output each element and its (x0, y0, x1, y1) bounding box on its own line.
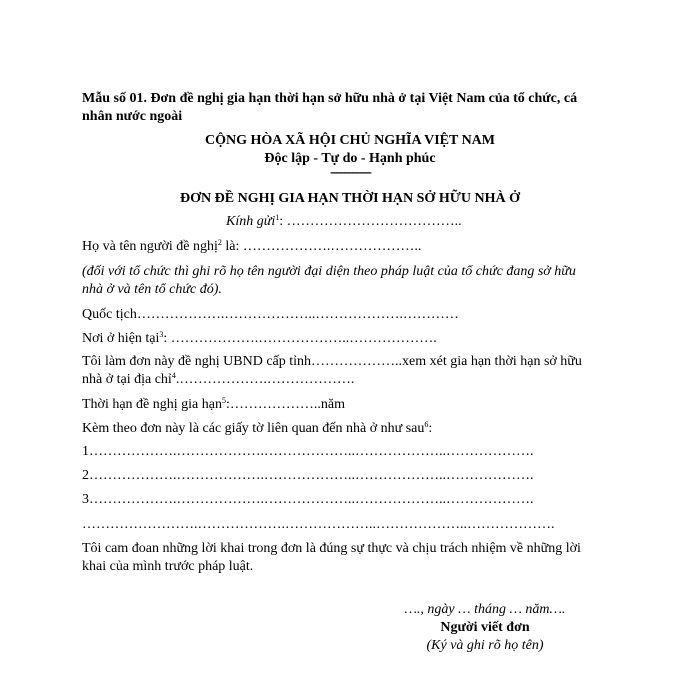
document-title: ĐƠN ĐỀ NGHỊ GIA HẠN THỜI HẠN SỞ HỮU NHÀ Ở (180, 191, 520, 206)
residence-blank: : ……………….………………..………………. (163, 331, 437, 346)
attachment-item-extra: …………………….……………….………………..………………..………………. (82, 517, 555, 532)
applicant-note-line-2: nhà ở và tên tổ chức đó). (82, 282, 222, 297)
form-code-line-2: nhân nước ngoài (82, 109, 183, 124)
signature-date-line: …., ngày … tháng … năm…. (404, 602, 566, 617)
request-line-1: Tôi làm đơn này đề nghị UBND cấp tỉnh………………..xem xét gia hạn thời hạn sở hữu (82, 354, 582, 369)
attachment-item-3: 3……………….……………….………………..………………..………………. (82, 492, 534, 507)
attachment-item-1: 1……………….……………….………………..………………..………………. (82, 444, 534, 459)
address-blank: .……………….………………. (175, 372, 355, 387)
recipient-label: Kính gửi (226, 214, 276, 229)
footnote-ref-4: 4 (171, 371, 176, 380)
signer-title: Người viết đơn (440, 620, 530, 635)
address-label: nhà ở tại địa chỉ (82, 372, 172, 387)
footnote-ref-6: 6 (424, 420, 429, 429)
residence-label: Nơi ở hiện tại (82, 331, 160, 346)
footnote-ref-2: 2 (217, 238, 222, 247)
national-motto: Độc lập - Tự do - Hạnh phúc (264, 151, 436, 166)
commitment-line-1: Tôi cam đoan những lời khai trong đơn là đúng sự thực và chịu trách nhiệm về những lời (82, 541, 581, 556)
applicant-name-label: Họ và tên người đề nghị (82, 239, 218, 254)
attachments-colon: : (428, 421, 433, 436)
footnote-ref-3: 3 (159, 330, 164, 339)
header-rule: --------------- (330, 165, 370, 180)
signature-instruction: (Ký và ghi rõ họ tên) (426, 638, 544, 653)
applicant-note-line-1: (đối với tổ chức thì ghi rõ họ tên người đại diện theo pháp luật của tổ chức đang sở hữu (82, 264, 576, 279)
form-code-line-1: Mẫu số 01. Đơn đề nghị gia hạn thời hạn sở hữu nhà ở tại Việt Nam của tổ chức, cá (82, 91, 578, 106)
nationality-line: Quốc tịch……………….………………..……………….………… (82, 307, 459, 322)
recipient-blank: : ……………………………….. (279, 214, 462, 229)
extension-period-label: Thời hạn đề nghị gia hạn (82, 397, 222, 412)
footnote-ref-1: 1 (275, 213, 280, 222)
attachments-heading (82, 420, 432, 438)
country-name: CỘNG HÒA XÃ HỘI CHỦ NGHĨA VIỆT NAM (204, 133, 495, 148)
attachments-label: Kèm theo đơn này là các giấy tờ liên quan đến nhà ở như sau (82, 421, 425, 436)
extension-period-blank: :………………..năm (225, 397, 345, 412)
request-line-2 (82, 371, 354, 389)
footnote-ref-5: 5 (221, 396, 226, 405)
extension-period-line (82, 396, 345, 414)
commitment-line-2: khai của mình trước pháp luật. (82, 559, 254, 574)
residence-line (82, 330, 437, 348)
attachment-item-2: 2……………….……………….………………..………………..………………. (82, 468, 534, 483)
applicant-name-line (82, 238, 421, 256)
applicant-name-blank: là: ……………….……………….. (221, 239, 422, 254)
recipient-line (226, 213, 462, 231)
